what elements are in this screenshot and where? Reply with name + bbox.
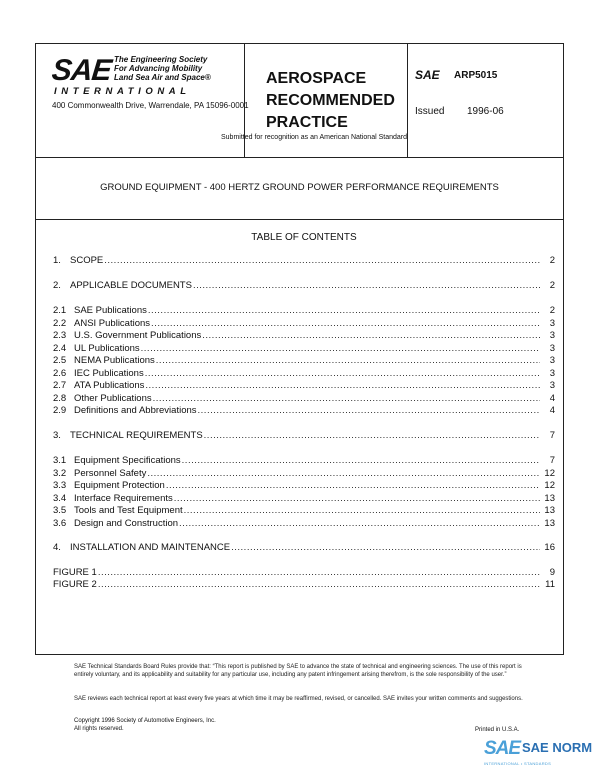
footer-review: SAE reviews each technical report at least every five years at which time it may be reaffirmed, revised, or cancelled. SAE invites your written comments and suggestions. [74,696,523,702]
sae-logo [52,52,242,102]
document-type: AEROSPACE RECOMMENDED PRACTICE [266,70,395,131]
toc-entry [53,430,555,443]
toc-entry-page: 3 [549,355,555,366]
toc-entry-page: 3 [549,342,555,354]
toc-entry-title: FIGURE 1 [53,566,97,578]
toc-entry-page: 4 [549,405,555,416]
toc-entry-title: FIGURE 2 [53,579,97,590]
toc-entry [53,280,555,293]
toc-entry-title: Tools and Test Equipment [74,505,183,516]
sae-norm-watermark [484,738,594,772]
toc-entry-number: 2.7 [53,380,67,391]
toc-leader [141,343,540,354]
toc-entry [53,455,555,468]
toc-leader [147,468,540,479]
watermark-logo: SAE [484,738,521,759]
toc-entry-page: 13 [544,505,555,516]
sae-logo-mark: SAE [50,54,113,87]
toc-entry-page: 3 [549,380,555,391]
toc-list [53,255,555,592]
toc-leader [153,393,540,404]
footer-rules: SAE Technical Standards Board Rules provide that: “This report is published by SAE to advance the state of technical and engineering sciences. The use of this report is entirely voluntary, and its applicability and suitability for any particular use, including any patent infringement arising therefrom, is the sole responsibility of the user.” [74,664,522,678]
toc-entry [53,318,555,331]
toc-entry-page: 13 [544,517,555,529]
toc-entry-number: 3.2 [53,467,67,479]
toc-leader [182,455,540,466]
toc-entry-title: Equipment Specifications [74,455,181,466]
sae-tagline: The Engineering Society For Advancing Mobility Land Sea Air and Space® [114,55,211,82]
toc-entry-title: NEMA Publications [74,355,155,366]
toc-entry [53,330,555,343]
toc-entry-number: 3.4 [53,492,67,504]
document-number: ARP5015 [454,70,498,81]
toc-entry-page: 2 [549,255,555,266]
address: 400 Commonwealth Drive, Warrendale, PA 15096-0001 [52,101,249,110]
submitted-note: Submitted for recognition as an American National Standard [221,134,407,141]
toc-leader [104,255,540,266]
toc-leader [98,567,540,578]
header-rule [36,157,563,158]
toc-entry-number: 2. [53,279,61,291]
toc-entry-page: 4 [549,392,555,404]
toc-entry [53,505,555,518]
document-frame [35,43,564,655]
toc-leader [145,368,540,379]
issued-date: 1996-06 [467,106,504,117]
toc-leader [179,518,540,529]
toc-entry [53,355,555,368]
toc-entry [53,542,555,555]
document-title: GROUND EQUIPMENT - 400 HERTZ GROUND POWER PERFORMANCE REQUIREMENTS [100,182,499,193]
toc-entry-title: IEC Publications [74,367,144,379]
toc-entry-number: 3.5 [53,505,67,516]
toc-leader [202,330,540,341]
toc-entry-number: 2.5 [53,355,67,366]
toc-leader [193,280,540,291]
toc-entry-title: ANSI Publications [74,317,151,329]
toc-entry-page: 11 [545,579,555,590]
toc-entry-number: 3. [53,429,61,441]
toc-entry [53,579,555,592]
toc-entry-number: 2.3 [53,330,67,341]
toc-entry-title: SAE Publications [74,305,147,316]
issued-label: Issued [415,106,445,117]
header-divider-right [407,44,408,157]
toc-entry [53,493,555,506]
toc-leader [184,505,540,516]
toc-entry-number: 4. [53,542,61,553]
toc-leader [148,305,540,316]
toc-entry-number: 2.9 [53,405,67,416]
toc-entry [53,343,555,356]
toc-entry-title: Personnel Safety [74,467,147,479]
toc-entry-title: Interface Requirements [74,492,173,504]
printed-in: Printed in U.S.A. [475,727,520,733]
toc-entry [53,305,555,318]
toc-leader [198,405,540,416]
watermark-text: SAE NORM [522,740,593,755]
toc-entry-title: TECHNICAL REQUIREMENTS [70,429,203,441]
toc-entry-number: 3.1 [53,455,67,466]
toc-entry-title: ATA Publications [74,380,145,391]
toc-leader [204,430,540,441]
toc-entry [53,567,555,580]
toc-entry [53,480,555,493]
toc-entry-title: INSTALLATION AND MAINTENANCE [70,542,231,553]
toc-entry [53,468,555,481]
toc-entry [53,518,555,531]
toc-entry-page: 9 [549,566,555,578]
toc-entry-page: 3 [549,367,555,379]
toc-leader [166,480,540,491]
toc-leader [151,318,540,329]
toc-entry-number: 2.8 [53,392,67,404]
toc-leader [156,355,540,366]
toc-leader [98,579,540,590]
toc-entry-page: 16 [544,542,555,553]
toc-entry-title: SCOPE [70,255,104,266]
toc-entry-page: 3 [549,317,555,329]
toc-entry-number: 2.1 [53,305,67,316]
toc-entry-page: 2 [549,305,555,316]
toc-entry-title: APPLICABLE DOCUMENTS [70,279,192,291]
toc-entry-page: 12 [544,467,555,479]
toc-entry [53,405,555,418]
toc-entry-page: 2 [549,279,555,291]
toc-entry-page: 7 [549,429,555,441]
toc-leader [145,380,540,391]
table-of-contents [53,232,555,592]
toc-entry [53,255,555,268]
toc-entry-title: Definitions and Abbreviations [74,405,197,416]
toc-entry-number: 1. [53,255,61,266]
toc-heading: TABLE OF CONTENTS [251,232,357,243]
toc-entry-number: 3.6 [53,517,67,529]
sae-mark: SAE [415,68,440,82]
toc-entry-title: UL Publications [74,342,140,354]
toc-entry-page: 12 [544,480,555,491]
sae-international: INTERNATIONAL [54,86,191,97]
toc-entry-page: 13 [544,492,555,504]
watermark-sub: INTERNATIONAL • STANDARDS [484,761,552,766]
toc-entry-title: Other Publications [74,392,152,404]
toc-entry-title: Equipment Protection [74,480,165,491]
toc-entry-number: 2.2 [53,317,67,329]
toc-leader [231,542,540,553]
toc-entry-number: 2.6 [53,367,67,379]
toc-entry [53,380,555,393]
toc-entry-page: 7 [549,455,555,466]
toc-leader [174,493,540,504]
toc-entry [53,368,555,381]
toc-entry-page: 3 [549,330,555,341]
toc-entry-number: 3.3 [53,480,67,491]
toc-entry-number: 2.4 [53,342,67,354]
title-rule [36,219,563,220]
toc-entry [53,393,555,406]
copyright: Copyright 1996 Society of Automotive Engineers, Inc. All rights reserved. [74,718,216,732]
toc-entry-title: Design and Construction [74,517,179,529]
toc-entry-title: U.S. Government Publications [74,330,202,341]
